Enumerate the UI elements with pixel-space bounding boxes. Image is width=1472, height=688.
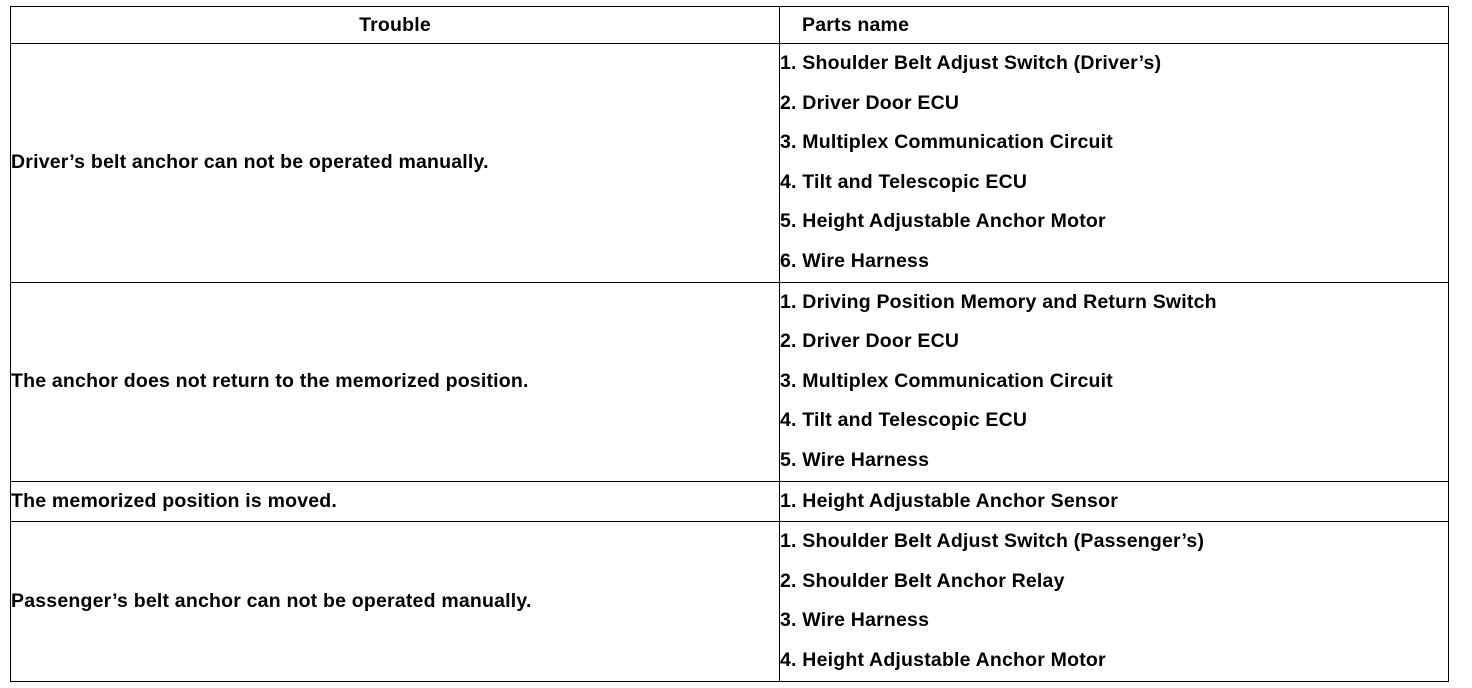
- table-row: [11, 481, 1449, 522]
- part-item: 4. Tilt and Telescopic ECU: [780, 409, 1028, 432]
- header-trouble: Trouble: [11, 7, 780, 44]
- table-row: [11, 282, 1449, 481]
- part-item: 1. Height Adjustable Anchor Sensor: [780, 489, 1118, 512]
- parts-list: [780, 482, 1448, 522]
- part-item: 2. Shoulder Belt Anchor Relay: [780, 569, 1065, 592]
- part-item: 3. Multiplex Communication Circuit: [780, 131, 1113, 154]
- part-item: 3. Multiplex Communication Circuit: [780, 369, 1113, 392]
- parts-cell: [780, 481, 1449, 522]
- parts-list: [780, 522, 1448, 680]
- header-parts-name: Parts name: [780, 7, 1449, 44]
- part-item: 1. Shoulder Belt Adjust Switch (Passenger’s): [780, 530, 1205, 553]
- trouble-text: Passenger’s belt anchor can not be operated manually.: [11, 589, 532, 612]
- part-item: 2. Driver Door ECU: [780, 91, 960, 114]
- trouble-text: The memorized position is moved.: [11, 489, 338, 512]
- part-item: 1. Shoulder Belt Adjust Switch (Driver’s): [780, 52, 1162, 74]
- trouble-cell: [11, 522, 780, 681]
- parts-cell: [780, 44, 1449, 283]
- trouble-text: The anchor does not return to the memorized position.: [11, 370, 529, 393]
- part-item: 1. Driving Position Memory and Return Switch: [780, 290, 1217, 313]
- parts-list: [780, 44, 1448, 282]
- table-body: [11, 44, 1449, 682]
- table-row: [11, 44, 1449, 283]
- parts-list: [780, 283, 1448, 481]
- part-item: 4. Tilt and Telescopic ECU: [780, 170, 1028, 193]
- part-item: 4. Height Adjustable Anchor Motor: [780, 648, 1106, 671]
- troubleshooting-table: [10, 6, 1449, 682]
- trouble-cell: [11, 44, 780, 283]
- table-row: [11, 522, 1449, 681]
- trouble-cell: [11, 282, 780, 481]
- table-header-row: [11, 7, 1449, 44]
- trouble-text: Driver’s belt anchor can not be operated manually.: [11, 151, 489, 174]
- part-item: 2. Driver Door ECU: [780, 330, 960, 353]
- parts-cell: [780, 522, 1449, 681]
- part-item: 5. Height Adjustable Anchor Motor: [780, 210, 1106, 233]
- trouble-cell: [11, 481, 780, 522]
- part-item: 6. Wire Harness: [780, 249, 930, 272]
- parts-cell: [780, 282, 1449, 481]
- part-item: 3. Wire Harness: [780, 609, 930, 632]
- part-item: 5. Wire Harness: [780, 448, 930, 471]
